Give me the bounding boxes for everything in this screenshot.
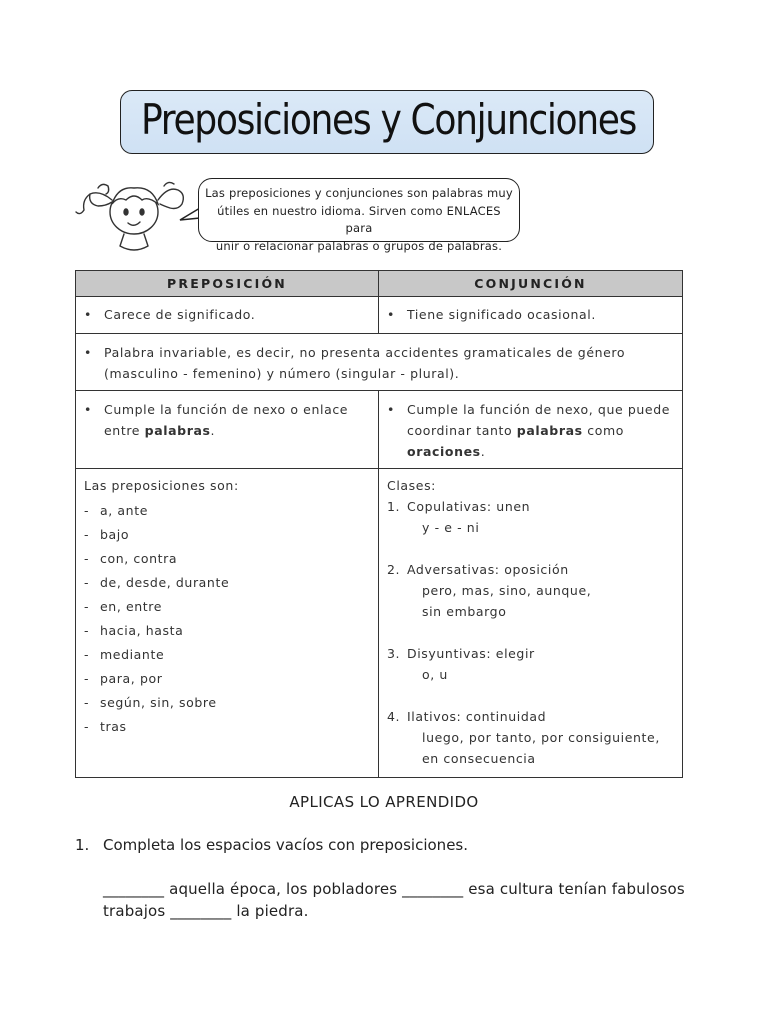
list-item	[84, 595, 370, 619]
bullet-item	[76, 297, 378, 333]
row1-right-cell	[379, 297, 683, 334]
dash-mark: -	[84, 695, 90, 710]
list-item	[84, 691, 370, 715]
preposition: con, contra	[100, 551, 178, 566]
class-examples: o, u	[422, 667, 448, 682]
section-title: APLICAS LO APRENDIDO	[289, 793, 479, 811]
row3-left-text	[104, 399, 348, 441]
list-item	[84, 667, 370, 691]
prepositions-content	[76, 469, 378, 747]
dash-mark: -	[84, 599, 90, 614]
row3-left-line-1: Cumple la función de nexo o enlace	[104, 402, 349, 417]
class-name: Copulativas: unen	[407, 499, 531, 514]
row2-cell	[76, 334, 683, 391]
list-item	[84, 499, 370, 523]
table-header-row	[76, 271, 683, 297]
dash-mark: -	[84, 671, 90, 686]
table-row	[76, 334, 683, 391]
spacer	[387, 685, 674, 706]
class-examples: sin embargo	[422, 604, 507, 619]
preposition: de, desde, durante	[100, 575, 230, 590]
intro-line-2: útiles en nuestro idioma. Sirven como ENLACES para	[217, 203, 501, 235]
table-row	[76, 391, 683, 469]
text-span: .	[480, 444, 486, 459]
table-row	[76, 469, 683, 778]
exercise-body	[103, 878, 715, 922]
class-number: 3.	[387, 646, 401, 661]
class-number: 1.	[387, 499, 401, 514]
list-item	[84, 523, 370, 547]
class-number: 4.	[387, 709, 401, 724]
row3-right-cell	[379, 391, 683, 469]
preposition: según, sin, sobre	[100, 695, 217, 710]
bold-word: palabras	[516, 423, 583, 438]
prepositions-cell	[76, 469, 379, 778]
preposition: tras	[100, 719, 127, 734]
row3-right-line-2	[407, 420, 670, 441]
exercise	[75, 834, 715, 922]
class-item	[387, 643, 674, 664]
row2-line-1: Palabra invariable, es decir, no presenta accidentes gramaticales de género	[104, 345, 626, 360]
exercise-instruction-row	[75, 834, 715, 856]
prepositions-list	[84, 499, 370, 739]
list-item	[84, 715, 370, 739]
class-examples: en consecuencia	[422, 751, 536, 766]
text-span: entre	[104, 423, 145, 438]
bullet-item	[76, 391, 378, 449]
table-row	[76, 297, 683, 334]
girl-illustration	[72, 172, 192, 258]
text-span: .	[210, 423, 216, 438]
intro-line-1: Las preposiciones y conjunciones son palabras muy	[205, 186, 513, 200]
class-examples: luego, por tanto, por consiguiente,	[422, 730, 660, 745]
speech-bubble	[198, 178, 520, 253]
spacer	[387, 622, 674, 643]
bullet-mark: •	[84, 307, 92, 322]
row1-left-cell	[76, 297, 379, 334]
text-span: como	[582, 423, 625, 438]
bullet-item	[76, 334, 682, 390]
exercise-number: 1.	[75, 836, 90, 854]
dash-mark: -	[84, 647, 90, 662]
row3-right-line-1: Cumple la función de nexo, que puede	[407, 402, 671, 417]
bullet-mark: •	[387, 402, 395, 417]
classes-title: Clases:	[387, 478, 436, 493]
preposition: mediante	[100, 647, 165, 662]
exercise-instruction: Completa los espacios vacíos con preposiciones.	[103, 836, 469, 854]
classes-content	[379, 469, 682, 777]
class-name: Disyuntivas: elegir	[407, 646, 535, 661]
class-number: 2.	[387, 562, 401, 577]
preposition: hacia, hasta	[100, 623, 184, 638]
header-conjuncion: CONJUNCIÓN	[379, 271, 683, 297]
spacer	[387, 538, 674, 559]
bullet-mark: •	[84, 345, 92, 360]
row3-left-cell	[76, 391, 379, 469]
list-item	[84, 571, 370, 595]
class-item	[387, 559, 674, 580]
exercise-line-2: trabajos ________ la piedra.	[103, 902, 309, 920]
row3-left-line-2	[104, 420, 348, 441]
page-title: Preposiciones y Conjunciones	[141, 95, 637, 144]
dash-mark: -	[84, 575, 90, 590]
preposition: en, entre	[100, 599, 163, 614]
classes-cell	[379, 469, 683, 778]
bullet-item	[379, 391, 682, 468]
list-item	[84, 619, 370, 643]
header-preposicion: PREPOSICIÓN	[76, 271, 379, 297]
dash-mark: -	[84, 623, 90, 638]
intro-line-3: unir o relacionar palabras o grupos de palabras.	[215, 238, 503, 253]
bullet-item	[379, 297, 682, 333]
comparison-table	[75, 270, 683, 778]
list-item	[84, 547, 370, 571]
class-name: Ilativos: continuidad	[407, 709, 547, 724]
class-item	[387, 706, 674, 727]
class-examples: y - e - ni	[422, 520, 480, 535]
preposition: para, por	[100, 671, 163, 686]
bold-word: palabras	[144, 423, 211, 438]
bullet-mark: •	[387, 307, 395, 322]
preposition: a, ante	[100, 503, 148, 518]
row2-line-2: (masculino - femenino) y número (singular - plural).	[104, 366, 460, 381]
row1-left-text: Carece de significado.	[104, 307, 256, 322]
dash-mark: -	[84, 719, 90, 734]
row2-text	[104, 342, 625, 384]
dash-mark: -	[84, 551, 90, 566]
class-examples: pero, mas, sino, aunque,	[422, 583, 592, 598]
prepositions-title: Las preposiciones son:	[84, 478, 239, 493]
preposition: bajo	[100, 527, 130, 542]
dash-mark: -	[84, 527, 90, 542]
list-item	[84, 643, 370, 667]
exercise-line-1: ________ aquella época, los pobladores ________ esa cultura tenían fabulosos	[103, 880, 685, 898]
text-span: coordinar tanto	[407, 423, 517, 438]
row1-right-text: Tiene significado ocasional.	[407, 307, 596, 322]
bold-word: oraciones	[407, 444, 481, 459]
intro-text	[205, 185, 513, 255]
class-item	[387, 496, 674, 517]
title-box	[120, 90, 654, 154]
bullet-mark: •	[84, 402, 92, 417]
row3-right-line-3	[407, 441, 670, 462]
dash-mark: -	[84, 503, 90, 518]
row3-right-text	[407, 399, 670, 462]
class-name: Adversativas: oposición	[407, 562, 569, 577]
